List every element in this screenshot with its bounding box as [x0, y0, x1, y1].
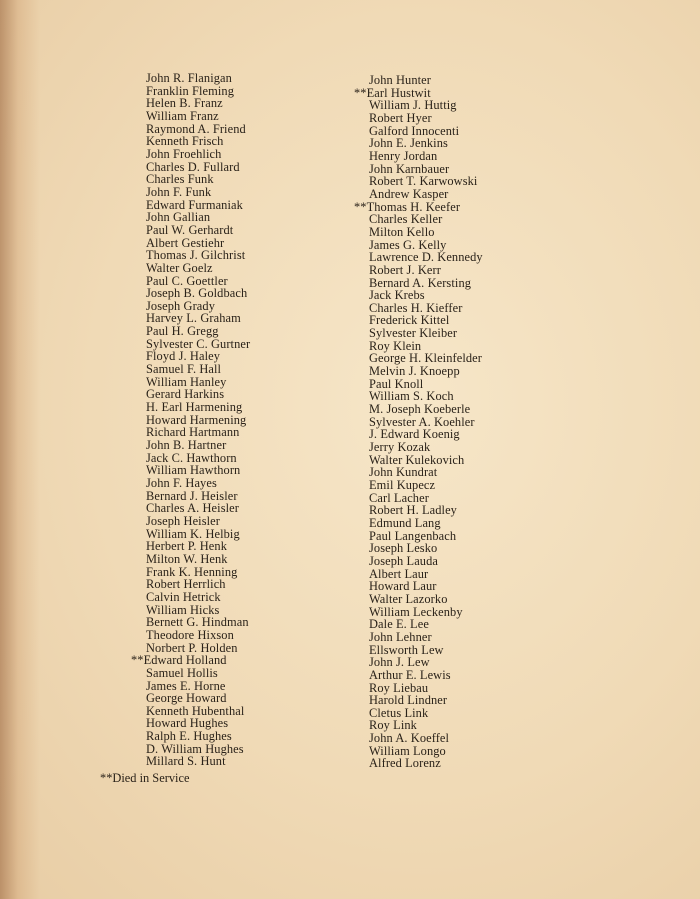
name-entry: Thomas J. Gilchrist	[146, 248, 246, 263]
name-entry: Walter Goelz	[146, 260, 213, 275]
name-entry: M. Joseph Koeberle	[369, 402, 471, 417]
name-entry: Samuel F. Hall	[146, 362, 222, 377]
name-entry: Howard Harmening	[146, 412, 247, 427]
name-entry: Charles A. Heisler	[146, 501, 239, 516]
name-entry: Howard Laur	[369, 579, 437, 594]
name-entry: Roy Link	[369, 718, 417, 733]
name-entry: Charles Keller	[369, 212, 443, 227]
name-entry: John B. Hartner	[146, 438, 227, 453]
name-entry: Melvin J. Knoepp	[369, 364, 460, 379]
name-entry: Robert Hyer	[369, 110, 432, 125]
name-entry: Helen B. Franz	[146, 96, 223, 111]
name-entry: Albert Gestiehr	[146, 235, 225, 250]
name-entry: Joseph B. Goldbach	[146, 286, 248, 301]
name-entry: Jack C. Hawthorn	[146, 450, 237, 465]
name-entry: John Hunter	[369, 73, 432, 87]
name-entry: William Hawthorn	[146, 463, 241, 478]
name-entry: Alfred Lorenz	[369, 756, 441, 771]
names-column-left	[131, 71, 251, 769]
name-entry: Charles Funk	[146, 172, 214, 187]
name-entry: Milton W. Henk	[146, 551, 228, 566]
name-entry: John A. Koeffel	[369, 731, 450, 746]
name-entry: Charles H. Kieffer	[369, 300, 463, 315]
name-entry: Bernard J. Heisler	[146, 488, 238, 503]
name-entry: William Hanley	[146, 374, 227, 389]
name-entry: Calvin Hetrick	[146, 589, 221, 604]
name-entry: Frank K. Henning	[146, 564, 238, 579]
name-entry: William Longo	[369, 743, 446, 758]
name-entry: Cletus Link	[369, 705, 429, 720]
name-entry: Harold Lindner	[369, 693, 448, 708]
name-entry: John Froehlich	[146, 146, 222, 161]
name-entry: Joseph Lauda	[369, 553, 438, 568]
name-entry: Kenneth Hubenthal	[146, 703, 245, 718]
name-entry: John E. Jenkins	[369, 136, 448, 151]
name-entry: William S. Koch	[369, 389, 454, 404]
name-entry: Dale E. Lee	[369, 617, 429, 632]
name-entry: Frederick Kittel	[369, 313, 450, 328]
name-entry: Lawrence D. Kennedy	[369, 250, 483, 265]
name-entry: John F. Funk	[146, 184, 212, 199]
name-entry: Robert T. Karwowski	[369, 174, 478, 189]
name-entry: John R. Flanigan	[146, 71, 232, 85]
name-entry: John Gallian	[146, 210, 211, 225]
name-entry: Albert Laur	[369, 566, 429, 581]
name-entry: Carl Lacher	[369, 490, 429, 505]
name-entry: D. William Hughes	[146, 741, 244, 756]
names-column-right	[354, 73, 483, 771]
name-entry: Paul W. Gerhardt	[146, 222, 234, 237]
name-entry: Kenneth Frisch	[146, 134, 224, 149]
name-entry: James E. Horne	[146, 678, 226, 693]
name-entry: Joseph Heisler	[146, 513, 221, 528]
name-entry: Robert Herrlich	[146, 577, 226, 592]
name-entry: Walter Kulekovich	[369, 452, 465, 467]
name-entry: Herbert P. Henk	[146, 539, 227, 554]
name-entry: Floyd J. Haley	[146, 349, 221, 364]
name-entry: Edward Furmaniak	[146, 197, 243, 212]
name-entry: Arthur E. Lewis	[369, 667, 451, 682]
name-entry: **Edward Holland	[131, 653, 227, 668]
name-entry: Charles D. Fullard	[146, 159, 240, 174]
name-entry: Bernett G. Hindman	[146, 615, 249, 630]
name-entry: Andrew Kasper	[369, 186, 449, 201]
name-entry: **Thomas H. Keefer	[354, 199, 461, 214]
name-entry: John Karnbauer	[369, 161, 450, 176]
name-entry: H. Earl Harmening	[146, 400, 243, 415]
name-entry: John F. Hayes	[146, 476, 217, 490]
name-entry: Milton Kello	[369, 224, 435, 239]
name-entry: Ralph E. Hughes	[146, 729, 232, 744]
name-entry: Sylvester A. Koehler	[369, 414, 475, 429]
name-entry: Paul Knoll	[369, 376, 424, 391]
name-entry: Joseph Lesko	[369, 541, 438, 556]
name-entry: Paul C. Goettler	[146, 273, 228, 288]
name-entry: Harvey L. Graham	[146, 311, 241, 326]
name-entry: Joseph Grady	[146, 298, 215, 313]
name-entry: Paul H. Gregg	[146, 324, 219, 339]
name-entry: Roy Klein	[369, 338, 422, 353]
name-entry: Richard Hartmann	[146, 425, 240, 440]
name-entry: Howard Hughes	[146, 716, 229, 731]
name-entry: Ellsworth Lew	[369, 642, 444, 657]
binding-edge-shadow	[0, 0, 40, 899]
name-entry: William Franz	[146, 108, 219, 123]
name-entry: J. Edward Koenig	[369, 427, 460, 442]
name-entry: Roy Liebau	[369, 680, 429, 695]
name-entry: Edmund Lang	[369, 515, 441, 530]
name-entry: Henry Jordan	[369, 148, 438, 163]
name-entry: Raymond A. Friend	[146, 121, 246, 136]
name-entry: Samuel Hollis	[146, 665, 218, 680]
name-entry: Theodore Hixson	[146, 627, 234, 642]
name-entry: George H. Kleinfelder	[369, 351, 482, 366]
name-entry: Gerard Harkins	[146, 387, 225, 402]
name-entry: Emil Kupecz	[369, 478, 436, 492]
name-entry: Norbert P. Holden	[146, 640, 238, 655]
name-entry: Walter Lazorko	[369, 591, 448, 606]
name-entry: Sylvester C. Gurtner	[146, 336, 251, 351]
name-entry: John J. Lew	[369, 655, 430, 670]
name-entry: Sylvester Kleiber	[369, 326, 458, 341]
name-entry: John Kundrat	[369, 465, 438, 480]
name-entry: Robert J. Kerr	[369, 262, 441, 277]
name-entry: James G. Kelly	[369, 237, 447, 252]
name-entry: Paul Langenbach	[369, 528, 457, 543]
name-entry: William J. Huttig	[369, 98, 457, 113]
footnote-died-in-service: **Died in Service	[100, 771, 190, 785]
name-entry: Jack Krebs	[369, 288, 425, 303]
name-entry: Millard S. Hunt	[146, 754, 226, 769]
name-entry: Jerry Kozak	[369, 440, 431, 455]
name-entry: Robert H. Ladley	[369, 503, 457, 518]
name-entry: Franklin Fleming	[146, 83, 234, 98]
name-entry: William Hicks	[146, 602, 220, 617]
name-entry: Bernard A. Kersting	[369, 275, 472, 290]
name-entry: George Howard	[146, 691, 227, 706]
name-entry: William Leckenby	[369, 604, 463, 619]
name-entry: Galford Innocenti	[369, 123, 460, 138]
name-entry: **Earl Hustwit	[354, 85, 431, 100]
name-entry: William K. Helbig	[146, 526, 240, 541]
name-entry: John Lehner	[369, 629, 432, 644]
